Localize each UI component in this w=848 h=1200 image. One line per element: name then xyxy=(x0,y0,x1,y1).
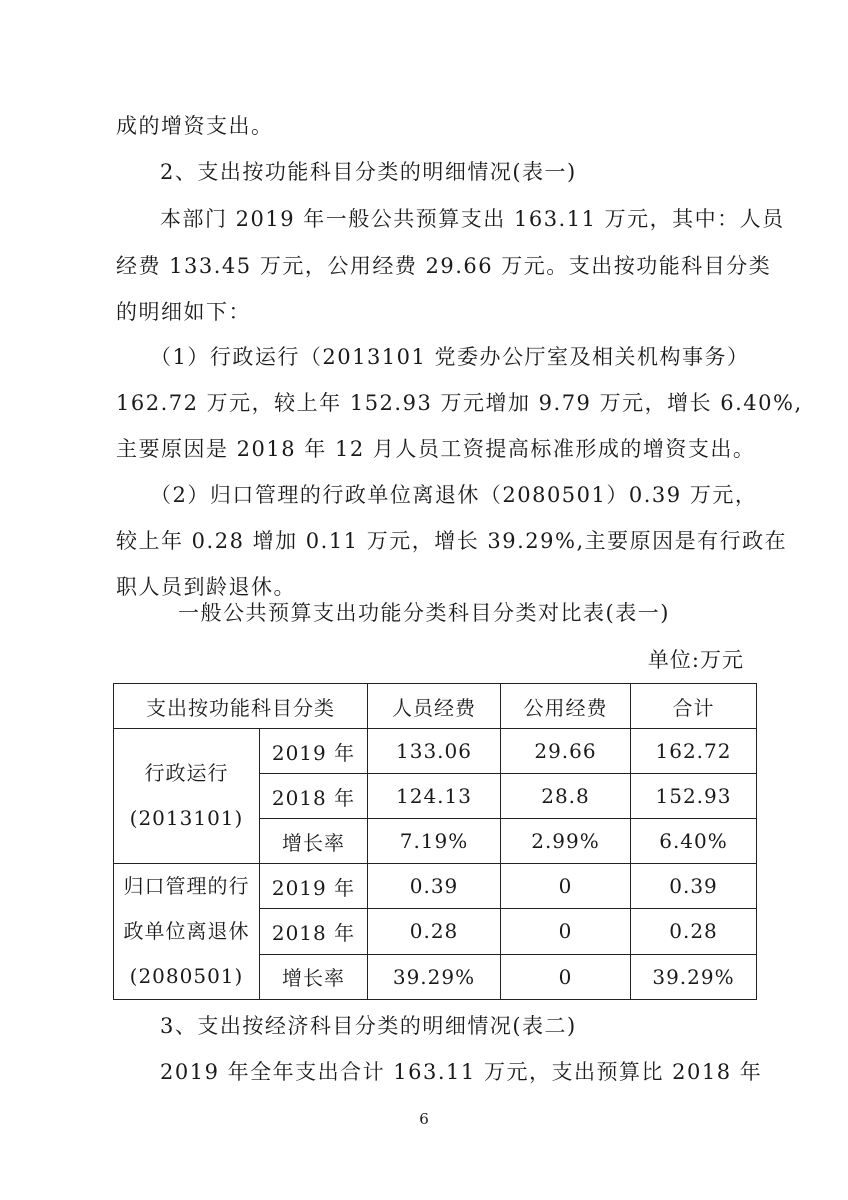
section-heading: 3、支出按经济科目分类的明细情况(表二) xyxy=(160,1014,577,1038)
category-code-line: (2013101) xyxy=(129,806,244,830)
paragraph-line: 的明细如下： xyxy=(116,300,251,324)
value-cell: 162.72 xyxy=(631,729,757,774)
paragraph-line: 较上年 0.28 增加 0.11 万元，增长 39.29%,主要原因是有行政在 xyxy=(116,529,788,553)
value-cell: 39.29% xyxy=(368,954,501,999)
paragraph-line: 本部门 2019 年一般公共预算支出 163.11 万元，其中：人员 xyxy=(160,207,785,231)
value-cell: 0 xyxy=(501,954,631,999)
header-cell: 公用经费 xyxy=(501,684,631,729)
header-cell: 支出按功能科目分类 xyxy=(114,684,368,729)
paragraph-line: 162.72 万元，较上年 152.93 万元增加 9.79 万元，增长 6.40%, xyxy=(116,391,803,415)
table-row xyxy=(114,729,757,774)
category-name-line: 归口管理的行 xyxy=(123,874,250,898)
value-cell: 29.66 xyxy=(501,729,631,774)
row-label-cell: 增长率 xyxy=(260,954,368,999)
value-cell: 0.28 xyxy=(631,909,757,954)
row-label-cell: 增长率 xyxy=(260,819,368,864)
section-heading: 2、支出按功能科目分类的明细情况(表一) xyxy=(160,160,577,184)
value-cell: 152.93 xyxy=(631,774,757,819)
page-number: 6 xyxy=(419,1110,429,1128)
category-cell xyxy=(114,864,260,1000)
row-label-cell: 2018 年 xyxy=(260,909,368,954)
header-cell: 人员经费 xyxy=(368,684,501,729)
table-title: 一般公共预算支出功能分类科目分类对比表(表一) xyxy=(178,601,670,625)
category-cell xyxy=(114,729,260,864)
value-cell: 0.39 xyxy=(368,864,501,909)
row-label-cell: 2018 年 xyxy=(260,774,368,819)
value-cell: 7.19% xyxy=(368,819,501,864)
paragraph-line: 职人员到龄退休。 xyxy=(116,575,296,599)
value-cell: 6.40% xyxy=(631,819,757,864)
category-name-line: 行政运行 xyxy=(144,761,229,785)
category-code-line: (2080501) xyxy=(129,964,244,988)
row-label-cell: 2019 年 xyxy=(260,729,368,774)
table-row xyxy=(114,864,757,909)
value-cell: 2.99% xyxy=(501,819,631,864)
value-cell: 124.13 xyxy=(368,774,501,819)
paragraph-line: 2019 年全年支出合计 163.11 万元，支出预算比 2018 年 xyxy=(160,1060,763,1084)
table-header-row xyxy=(114,684,757,729)
header-cell: 合计 xyxy=(631,684,757,729)
row-label-cell: 2019 年 xyxy=(260,864,368,909)
value-cell: 39.29% xyxy=(631,954,757,999)
paragraph-line: （1）行政运行（2013101 党委办公厅室及相关机构事务） xyxy=(150,345,750,369)
value-cell: 0.39 xyxy=(631,864,757,909)
value-cell: 133.06 xyxy=(368,729,501,774)
category-name-line: 政单位离退休 xyxy=(123,919,250,943)
budget-comparison-table xyxy=(113,683,757,1000)
value-cell: 0.28 xyxy=(368,909,501,954)
paragraph-line: 成的增资支出。 xyxy=(116,114,274,138)
paragraph-line: 主要原因是 2018 年 12 月人员工资提高标准形成的增资支出。 xyxy=(116,437,756,461)
paragraph-line: 经费 133.45 万元，公用经费 29.66 万元。支出按功能科目分类 xyxy=(116,254,772,278)
value-cell: 28.8 xyxy=(501,774,631,819)
value-cell: 0 xyxy=(501,909,631,954)
paragraph-line: （2）归口管理的行政单位离退休（2080501）0.39 万元， xyxy=(150,483,758,507)
table-unit: 单位:万元 xyxy=(647,648,744,672)
value-cell: 0 xyxy=(501,864,631,909)
